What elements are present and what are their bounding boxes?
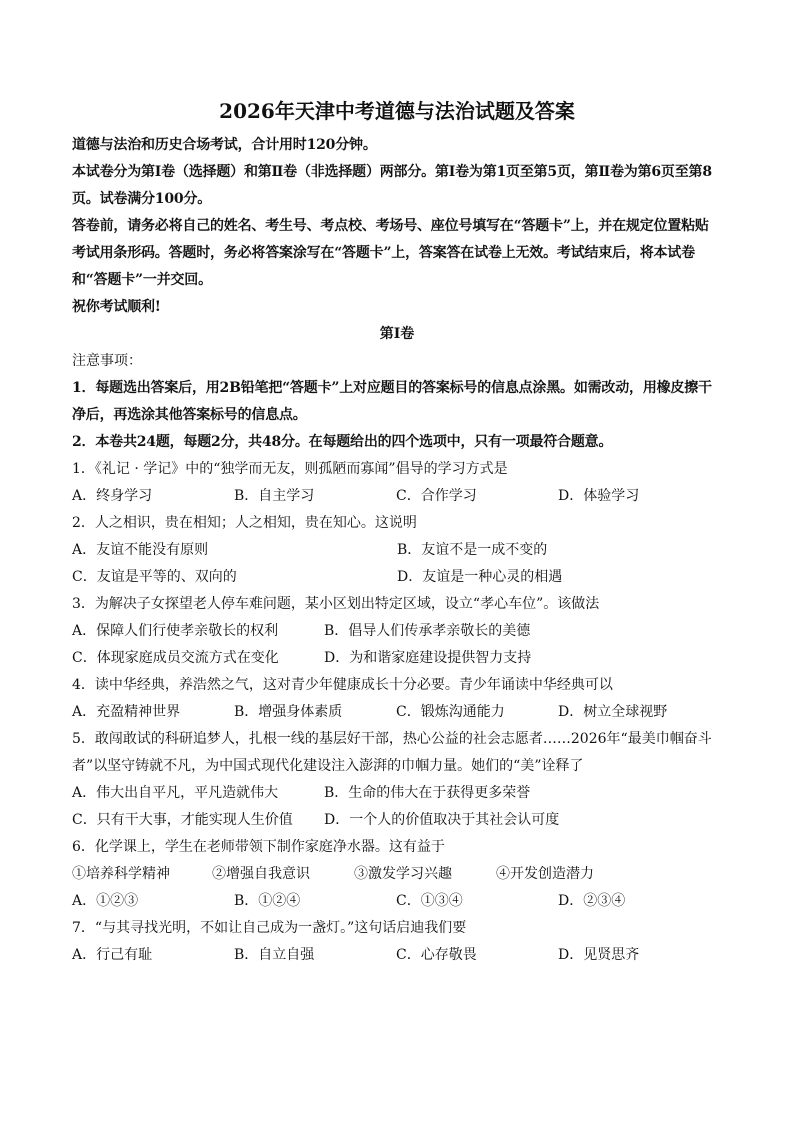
statement-item: ③激发学习兴趣: [354, 866, 452, 882]
option-c: C．①③④: [396, 893, 463, 909]
option-a: A．终身学习: [72, 488, 153, 504]
option-b: B．倡导人们传承孝亲敬长的美德: [324, 623, 531, 639]
option-c: C．友谊是平等的、双向的: [72, 569, 237, 585]
option-list: [72, 618, 722, 672]
instruction-line: 道德与法治和历史合场考试，合计用时120分钟。: [72, 137, 377, 153]
option-d: D．树立全球视野: [558, 704, 668, 720]
option-d: D．见贤思齐: [558, 947, 640, 963]
option-b: B．自主学习: [234, 488, 315, 504]
notice-heading: 注意事项：: [72, 353, 142, 369]
option-c: C．锻炼沟通能力: [396, 704, 505, 720]
question-stem: 5．敢闯敢试的科研追梦人，扎根一线的基层好干部，热心公益的社会志愿者……2026年“最美巾帼奋斗者”以坚守铸就不凡，为中国式现代化建设注入澎湃的巾帼力量。她们的“美”诠释了: [72, 731, 712, 774]
option-d: D．体验学习: [558, 488, 640, 504]
question-2: [72, 510, 722, 591]
option-a: A．保障人们行使孝亲敬长的权利: [72, 623, 279, 639]
question-stem: 4．读中华经典，养浩然之气，这对青少年健康成长十分必要。青少年诵读中华经典可以: [72, 677, 613, 693]
option-d: D．一个人的价值取决于其社会认可度: [324, 812, 560, 828]
question-stem: 1．《礼记 · 学记》中的“独学而无友，则孤陋而寡闻”倡导的学习方式是: [72, 461, 508, 477]
question-3: [72, 591, 722, 672]
instruction-line: 答卷前，请务必将自己的姓名、考生号、考点校、考场号、座位号填写在“答题卡”上，并在规定位置粘贴考试用条形码。答题时，务必将答案涂写在“答题卡”上，答案答在试卷上无效。考试结束后，将本试卷和“答题卡”一并交回。: [72, 218, 709, 288]
question-stem: 3．为解决子女探望老人停车难问题，某小区划出特定区域，设立“孝心车位”。该做法: [72, 596, 600, 612]
option-list: [72, 483, 722, 510]
option-a: A．友谊不能没有原则: [72, 542, 209, 558]
option-d: D．为和谐家庭建设提供智力支持: [324, 650, 532, 666]
option-a: A．充盈精神世界: [72, 704, 181, 720]
option-b: B．友谊不是一成不变的: [397, 542, 548, 558]
question-1: [72, 456, 722, 510]
option-a: A．伟大出自平凡，平凡造就伟大: [72, 785, 279, 801]
option-c: C．体现家庭成员交流方式在变化: [72, 650, 279, 666]
instruction-line: 祝你考试顺利!: [72, 299, 161, 315]
notice-item: 1．每题选出答案后，用2B铅笔把“答题卡”上对应题目的答案标号的信息点涂黑。如需改动，用橡皮擦干净后，再选涂其他答案标号的信息点。: [72, 380, 712, 423]
statement-item: ④开发创造潜力: [496, 866, 594, 882]
option-c: C．合作学习: [396, 488, 477, 504]
option-list: [72, 537, 722, 591]
question-stem: 6．化学课上，学生在老师带领下制作家庭净水器。这有益于: [72, 839, 445, 855]
section-title: 第Ⅰ卷: [379, 326, 415, 342]
question-4: [72, 672, 722, 726]
exam-page: [72, 98, 722, 969]
option-c: C．只有干大事，才能实现人生价值: [72, 812, 293, 828]
option-c: C．心存敬畏: [396, 947, 477, 963]
option-b: B．①②④: [234, 893, 301, 909]
notice-list: [72, 375, 722, 456]
option-list: [72, 780, 722, 834]
option-b: B．自立自强: [234, 947, 315, 963]
question-stem: 2．人之相识，贵在相知；人之相知，贵在知心。这说明: [72, 515, 417, 531]
option-b: B．增强身体素质: [234, 704, 343, 720]
exam-instructions: [72, 132, 722, 321]
option-list: [72, 942, 722, 969]
option-d: D．友谊是一种心灵的相遇: [397, 569, 563, 585]
statement-item: ②增强自我意识: [212, 866, 310, 882]
statement-list: [72, 861, 722, 888]
option-a: A．①②③: [72, 893, 139, 909]
option-b: B．生命的伟大在于获得更多荣誉: [324, 785, 531, 801]
page-title: 2026年天津中考道德与法治试题及答案: [219, 99, 575, 123]
notice-item: 2．本卷共24题，每题2分，共48分。在每题给出的四个选项中，只有一项最符合题意。: [72, 434, 613, 450]
instruction-line: 本试卷分为第Ⅰ卷（选择题）和第Ⅱ卷（非选择题）两部分。第Ⅰ卷为第1页至第5页，第Ⅱ卷为第6页至第8页。试卷满分100分。: [72, 164, 712, 207]
option-list: [72, 888, 722, 915]
question-5: [72, 726, 722, 834]
option-d: D．②③④: [558, 893, 626, 909]
option-list: [72, 699, 722, 726]
statement-item: ①培养科学精神: [72, 866, 170, 882]
option-a: A．行己有耻: [72, 947, 153, 963]
question-6: [72, 834, 722, 915]
question-7: [72, 915, 722, 969]
question-stem: 7．“与其寻找光明，不如让自己成为一盏灯。”这句话启迪我们要: [72, 920, 467, 936]
